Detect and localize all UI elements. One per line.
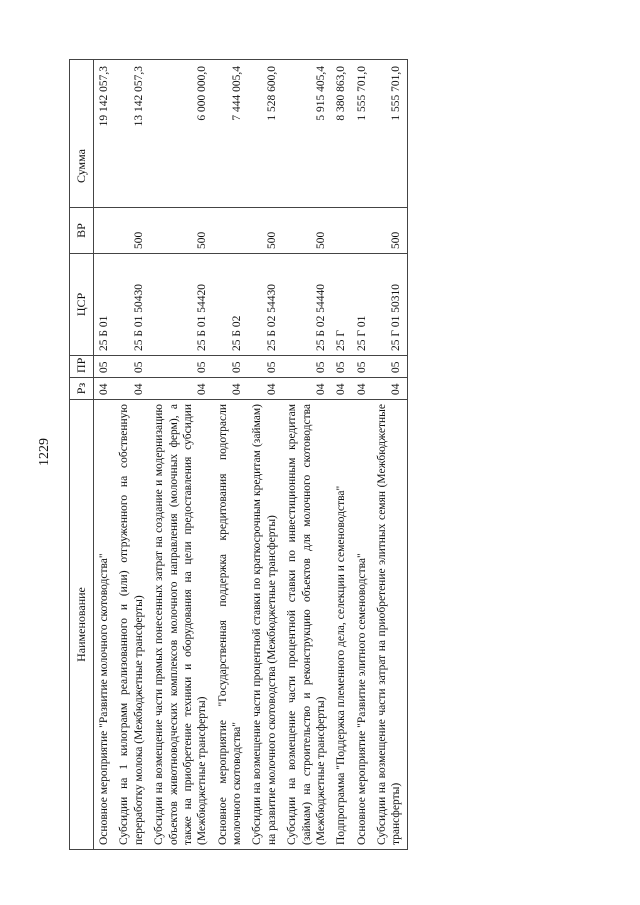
row-rz: 04 [94,378,115,400]
row-rz: 04 [282,378,331,400]
row-pr: 05 [372,356,407,378]
row-vr [213,208,248,254]
row-sum: 6 000 000,0 [149,60,213,208]
row-name: Основное мероприятие "Развитие молочного скотоводства" [94,400,115,850]
row-rz: 04 [331,378,351,400]
row-name: Основное мероприятие "Государственная поддержка кредитования подотрасли молочного скотоводства" [213,400,248,850]
table-row [331,60,351,850]
row-vr: 500 [282,208,331,254]
row-vr: 500 [247,208,282,254]
table-row [247,60,282,850]
table-row [94,60,115,850]
row-pr: 05 [247,356,282,378]
row-csr: 25 Б 02 [213,254,248,356]
table-row [372,60,407,850]
row-csr: 25 Б 01 54420 [149,254,213,356]
budget-table [69,59,408,850]
row-sum: 8 380 863,0 [331,60,351,208]
row-vr: 500 [372,208,407,254]
row-name: Субсидии на 1 килограмм реализованного и (или) отгруженного на собственную переработку молока (Межбюджетные трансферты) [114,400,149,850]
header-rz: Рз [70,378,94,400]
row-sum: 1 555 701,0 [372,60,407,208]
row-csr: 25 Г [331,254,351,356]
row-name: Подпрограмма "Поддержка племенного дела, селекции и семеноводства" [331,400,351,850]
row-vr: 500 [114,208,149,254]
header-name: Наименование [70,400,94,850]
row-name: Основное мероприятие "Развитие элитного семеноводства" [352,400,372,850]
row-name: Субсидии на возмещение части прямых понесенных затрат на создание и модернизацию объектов животноводческих комплексов молочного направления (молочных ферм), а также на приобретение техники и оборудования на цели предоставления субсидии (Межбюджетные трансферты) [149,400,213,850]
table-row [114,60,149,850]
row-pr: 05 [94,356,115,378]
table-header-row [70,60,94,850]
row-rz: 04 [213,378,248,400]
row-vr: 500 [149,208,213,254]
table-row [282,60,331,850]
row-csr: 25 Г 01 [352,254,372,356]
header-csr: ЦСР [70,254,94,356]
row-vr [352,208,372,254]
row-sum: 13 142 057,3 [114,60,149,208]
row-rz: 04 [352,378,372,400]
row-vr [331,208,351,254]
header-sum: Сумма [70,60,94,208]
row-rz: 04 [372,378,407,400]
row-csr: 25 Б 01 [94,254,115,356]
row-csr: 25 Г 01 50310 [372,254,407,356]
page-number: 1229 [37,438,52,466]
row-csr: 25 Б 02 54430 [247,254,282,356]
row-name: Субсидии на возмещение части процентной ставки по краткосрочным кредитам (займам) на развитие молочного скотоводства (Межбюджетные трансферты) [247,400,282,850]
table-row [213,60,248,850]
table-row [352,60,372,850]
row-sum: 7 444 005,4 [213,60,248,208]
row-name: Субсидии на возмещение части затрат на приобретение элитных семян (Межбюджетные трансферты) [372,400,407,850]
row-rz: 04 [149,378,213,400]
row-pr: 05 [149,356,213,378]
row-vr [94,208,115,254]
row-csr: 25 Б 02 54440 [282,254,331,356]
row-sum: 1 555 701,0 [352,60,372,208]
header-vr: ВР [70,208,94,254]
row-csr: 25 Б 01 50430 [114,254,149,356]
row-pr: 05 [114,356,149,378]
row-pr: 05 [352,356,372,378]
rotated-page [69,60,574,850]
row-pr: 05 [331,356,351,378]
row-pr: 05 [282,356,331,378]
row-sum: 5 915 405,4 [282,60,331,208]
header-pr: ПР [70,356,94,378]
table-row [149,60,213,850]
row-pr: 05 [213,356,248,378]
row-sum: 1 528 600,0 [247,60,282,208]
row-sum: 19 142 057,3 [94,60,115,208]
row-name: Субсидии на возмещение части процентной ставки по инвестиционным кредитам (займам) на строительство и реконструкцию объектов для молочного скотоводства (Межбюджетные трансферты) [282,400,331,850]
row-rz: 04 [114,378,149,400]
row-rz: 04 [247,378,282,400]
